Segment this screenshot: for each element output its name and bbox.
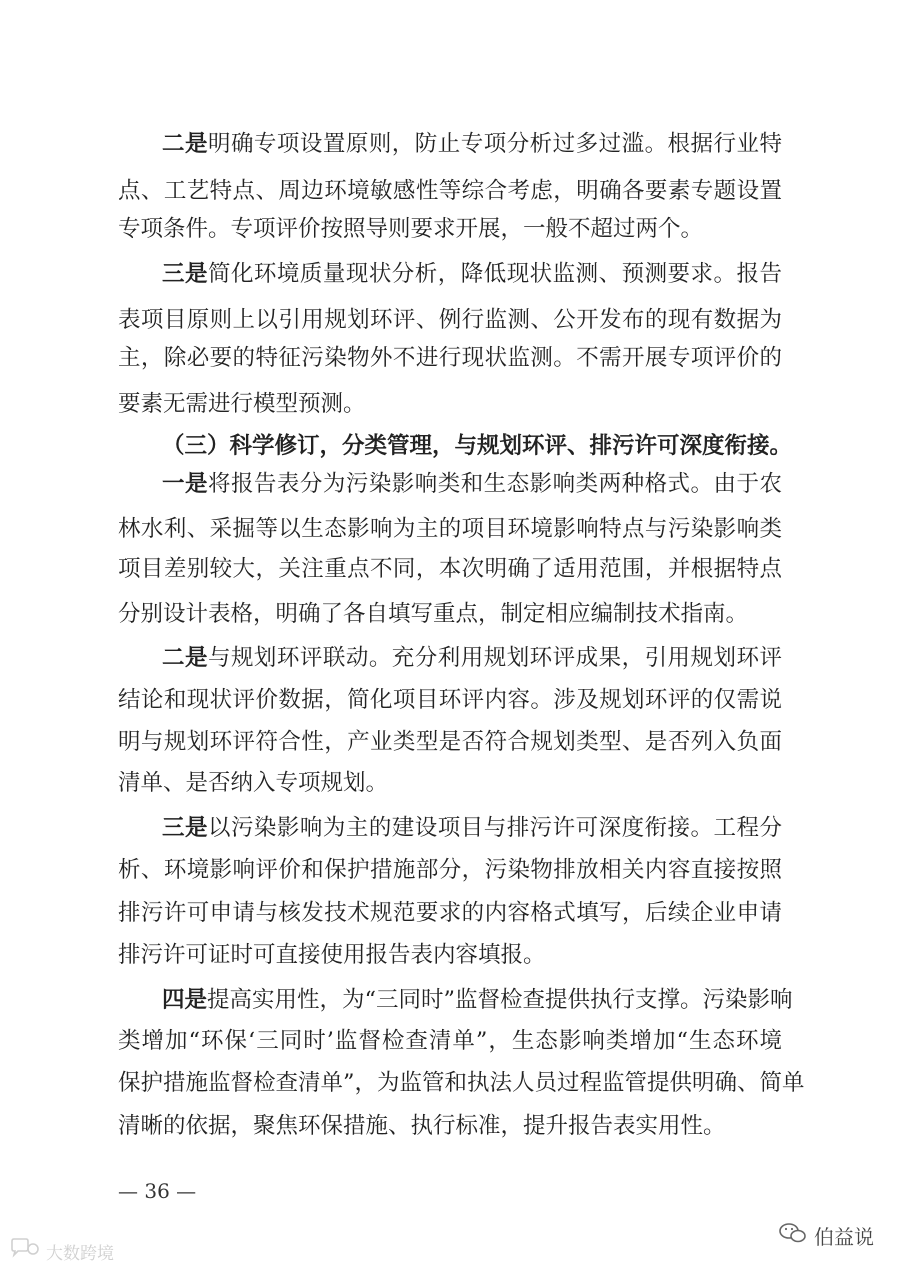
paragraph-line: 点、工艺特点、周边环境敏感性等综合考虑，明确各要素专题设置	[118, 178, 782, 204]
chat-bubble-icon	[8, 1237, 42, 1266]
paragraph-line: 三是简化环境质量现状分析，降低现状监测、预测要求。报告	[162, 261, 782, 287]
paragraph-line: 专项条件。专项评价按照导则要求开展，一般不超过两个。	[118, 216, 704, 242]
watermark-right-text: 伯益说	[814, 1224, 874, 1249]
paragraph-line: 项目差别较大，关注重点不同，本次明确了适用范围，并根据特点	[118, 556, 782, 582]
paragraph-line: 类增加“环保‘三同时’监督检查清单”，生态影响类增加“生态环境	[118, 1028, 782, 1054]
paragraph-line: 析、环境影响评价和保护措施部分，污染物排放相关内容直接按照	[118, 857, 782, 883]
paragraph-lead: 三是	[162, 261, 208, 287]
paragraph-lead: 一是	[162, 471, 208, 497]
paragraph-line: 清单、是否纳入专项规划。	[118, 770, 389, 796]
watermark-left-text: 大数跨境	[46, 1243, 114, 1264]
paragraph-line: 排污许可证时可直接使用报告表内容填报。	[118, 942, 546, 968]
paragraph-lead: 三是	[162, 815, 208, 841]
paragraph-line: 林水利、采掘等以生态影响为主的项目环境影响特点与污染影响类	[118, 516, 782, 542]
paragraph-lead: 二是	[162, 131, 208, 157]
paragraph-lead: 四是	[162, 987, 208, 1013]
paragraph-line: 二是明确专项设置原则，防止专项分析过多过滥。根据行业特	[162, 131, 782, 157]
watermark-left	[8, 1238, 114, 1264]
paragraph-line: 四是提高实用性，为“三同时”监督检查提供执行支撑。污染影响	[162, 987, 793, 1013]
paragraph-lead: 二是	[162, 645, 208, 671]
section-heading: （三）科学修订，分类管理，与规划环评、排污许可深度衔接。	[162, 433, 793, 459]
page-number: — 36 —	[118, 1179, 197, 1203]
paragraph-line: 分别设计表格，明确了各自填写重点，制定相应编制技术指南。	[118, 601, 749, 627]
paragraph-line: 结论和现状评价数据，简化项目环评内容。涉及规划环评的仅需说	[118, 687, 782, 713]
wechat-icon	[778, 1221, 808, 1250]
paragraph-line: 三是以污染影响为主的建设项目与排污许可深度衔接。工程分	[162, 815, 782, 841]
paragraph-line: 表项目原则上以引用规划环评、例行监测、公开发布的现有数据为	[118, 307, 782, 333]
paragraph-line: 清晰的依据，聚焦环保措施、执行标准，提升报告表实用性。	[118, 1113, 726, 1139]
paragraph-line: 二是与规划环评联动。充分利用规划环评成果，引用规划环评	[162, 645, 782, 671]
watermark-right	[778, 1220, 874, 1250]
paragraph-line: 一是将报告表分为污染影响类和生态影响类两种格式。由于农	[162, 471, 782, 497]
paragraph-line: 主，除必要的特征污染物外不进行现状监测。不需开展专项评价的	[118, 345, 782, 371]
paragraph-line: 保护措施监督检查清单”，为监管和执法人员过程监管提供明确、简单	[118, 1070, 805, 1096]
paragraph-line: 要素无需进行模型预测。	[118, 391, 366, 417]
paragraph-line: 排污许可申请与核发技术规范要求的内容格式填写，后续企业申请	[118, 900, 782, 926]
paragraph-line: 明与规划环评符合性，产业类型是否符合规划类型、是否列入负面	[118, 729, 782, 755]
